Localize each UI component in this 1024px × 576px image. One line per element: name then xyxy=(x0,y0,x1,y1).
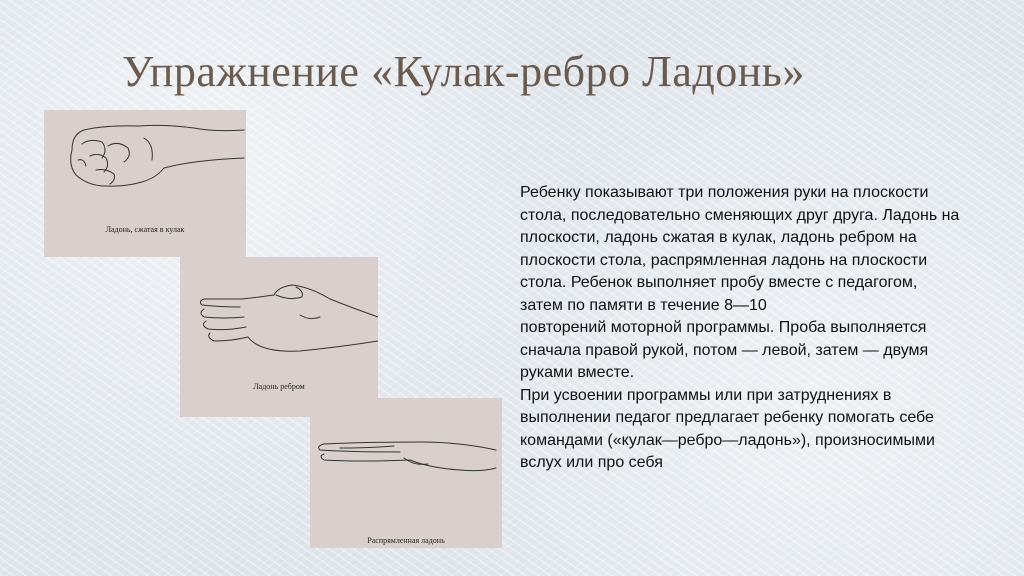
fist-image-card xyxy=(44,110,246,257)
palm-edge-hand-icon xyxy=(180,257,378,417)
exercise-description: Ребенку показывают три положения руки на плоскости стола, последовательно сменяющих друг друга. Ладонь на плоскости, ладонь сжатая в кулак, ладонь ребром на плоскости стола, распрямленная ладонь на плоскости стола. Ребенок выполняет пробу вместе с педагогом, затем по памяти в течение 8—10 повторений моторной программы. Проба выполняется сначала правой рукой, потом — левой, затем — двумя руками вместе. При усвоении программы или при затруднениях в выполнении педагог предлагает ребенку помогать себе командами («кулак—ребро—ладонь»), произносимыми вслух или про себя xyxy=(520,184,960,471)
fist-hand-icon xyxy=(44,110,246,257)
palm-edge-caption: Ладонь ребром xyxy=(253,382,305,391)
slide-title: Упражнение «Кулак-ребро Ладонь» xyxy=(122,47,805,96)
palm-edge-image-card xyxy=(180,257,378,417)
fist-caption: Ладонь, сжатая в кулак xyxy=(105,225,185,234)
flat-palm-image-card xyxy=(310,398,502,548)
flat-palm-hand-icon xyxy=(310,398,502,548)
flat-palm-caption: Распрямленная ладонь xyxy=(367,536,445,545)
